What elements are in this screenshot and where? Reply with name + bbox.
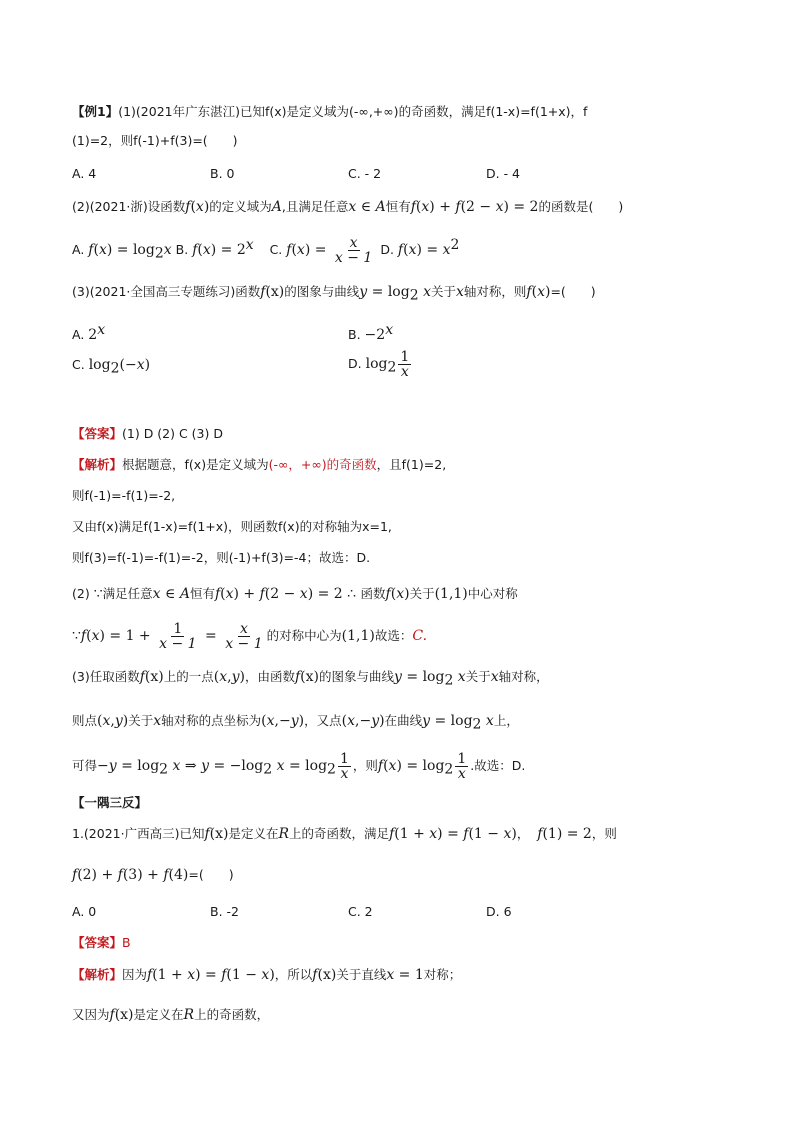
analysis-1-line5: (2) ∵满足任意x ∈ A恒有f(x) + f(2 − x) = 2 ∴ 函数f(x)关于(1,1)中心对称	[72, 586, 518, 602]
answer-1: 【答案】(1) D (2) C (3) D	[72, 426, 223, 441]
analysis-2-line1: 【解析】因为f(1 + x) = f(1 − x)，所以f(x)关于直线x = 1对称；	[72, 967, 462, 983]
analysis-2-line2: 又因为f(x)是定义在R上的奇函数，	[72, 1007, 270, 1023]
answer-2: 【答案】B	[72, 935, 131, 950]
q1-option-c: C. - 2	[348, 166, 382, 181]
exercise-1-line2: f(2) + f(3) + f(4)=( )	[72, 867, 234, 883]
example-q1-line2: (1)=2，则f(-1)+f(3)=( )	[72, 133, 238, 148]
example-q1-line1: 【例1】(1)(2021年广东湛江)已知f(x)是定义域为(-∞,+∞)的奇函数，满足f(1-x)=f(1+x)，f	[72, 104, 588, 119]
q3-option-b: B. $-2^x$	[348, 322, 394, 344]
example-head: 【例1】	[72, 104, 119, 119]
example-q2-line: (2)(2021·浙)设函数f(x)的定义域为A,且满足任意x ∈ A恒有f(x) + f(2 − x) = 2的函数是( )	[72, 199, 624, 215]
ex1-option-a: A. 0	[72, 904, 97, 919]
q1-option-b: B. 0	[210, 166, 235, 181]
analysis-1-line6: ∵f(x) = 1 + $\frac{1}{x - 1}$ = $\frac{x}{x - 1}$ 的对称中心为(1,1)故选：C.	[72, 621, 428, 652]
q1-option-d: D. - 4	[486, 166, 521, 181]
ex1-option-b: B. -2	[210, 904, 239, 919]
exercise-1-line1: 1.(2021·广西高三)已知f(x)是定义在R上的奇函数，满足f(1 + x) = f(1 − x)， f(1) = 2，则	[72, 826, 617, 842]
q3-option-d: D. $\log_2$ $\frac{1}{x}$	[348, 349, 410, 380]
analysis-1-line4: 则f(3)=f(-1)=-f(1)=-2，则(-1)+f(3)=-4；故选：D.	[72, 550, 371, 565]
ex1-option-d: D. 6	[486, 904, 512, 919]
example-q3-line: (3)(2021·全国高三专题练习)函数f(x)的图象与曲线$y = \log_2 x$关于x轴对称，则f(x)=( )	[72, 284, 596, 304]
q2-options: A. $f(x) = \log_2x$ B. $f(x) = 2^x$ C. f(x) = $\frac{x}{x - 1}$ D. $f(x) = x^2$	[72, 235, 460, 267]
analysis-1-line8: 则点(x,y)关于x轴对称的点坐标为(x,−y)，又点(x,−y)在曲线$y = \log_2 x$上，	[72, 713, 519, 733]
analysis-1-line7: (3)任取函数f(x)上的一点(x,y)，由函数f(x)的图象与曲线$y = \log_2 x$关于x轴对称，	[72, 669, 549, 689]
ex1-option-c: C. 2	[348, 904, 373, 919]
section-title: 【一隅三反】	[72, 795, 148, 810]
q3-option-a: A. 2$^x$	[72, 322, 106, 344]
analysis-1-line3: 又由f(x)满足f(1-x)=f(1+x)，则函数f(x)的对称轴为x=1,	[72, 519, 392, 534]
analysis-1-line2: 则f(-1)=-f(1)=-2,	[72, 488, 176, 503]
q3-option-c: C. $\log_2(-x)$	[72, 357, 151, 377]
analysis-1-line9: 可得$-y = \log_2 x$ ⇒ $y = -\log_2$ $x = \log_2$ $\frac{1}{x}$ ，则$f(x) = \log_2$ $\frac{1}{x}$ .故选：D.	[72, 751, 526, 782]
q1-option-a: A. 4	[72, 166, 97, 181]
analysis-1-line1: 【解析】根据题意，f(x)是定义域为(-∞，+∞)的奇函数，且f(1)=2,	[72, 457, 447, 472]
